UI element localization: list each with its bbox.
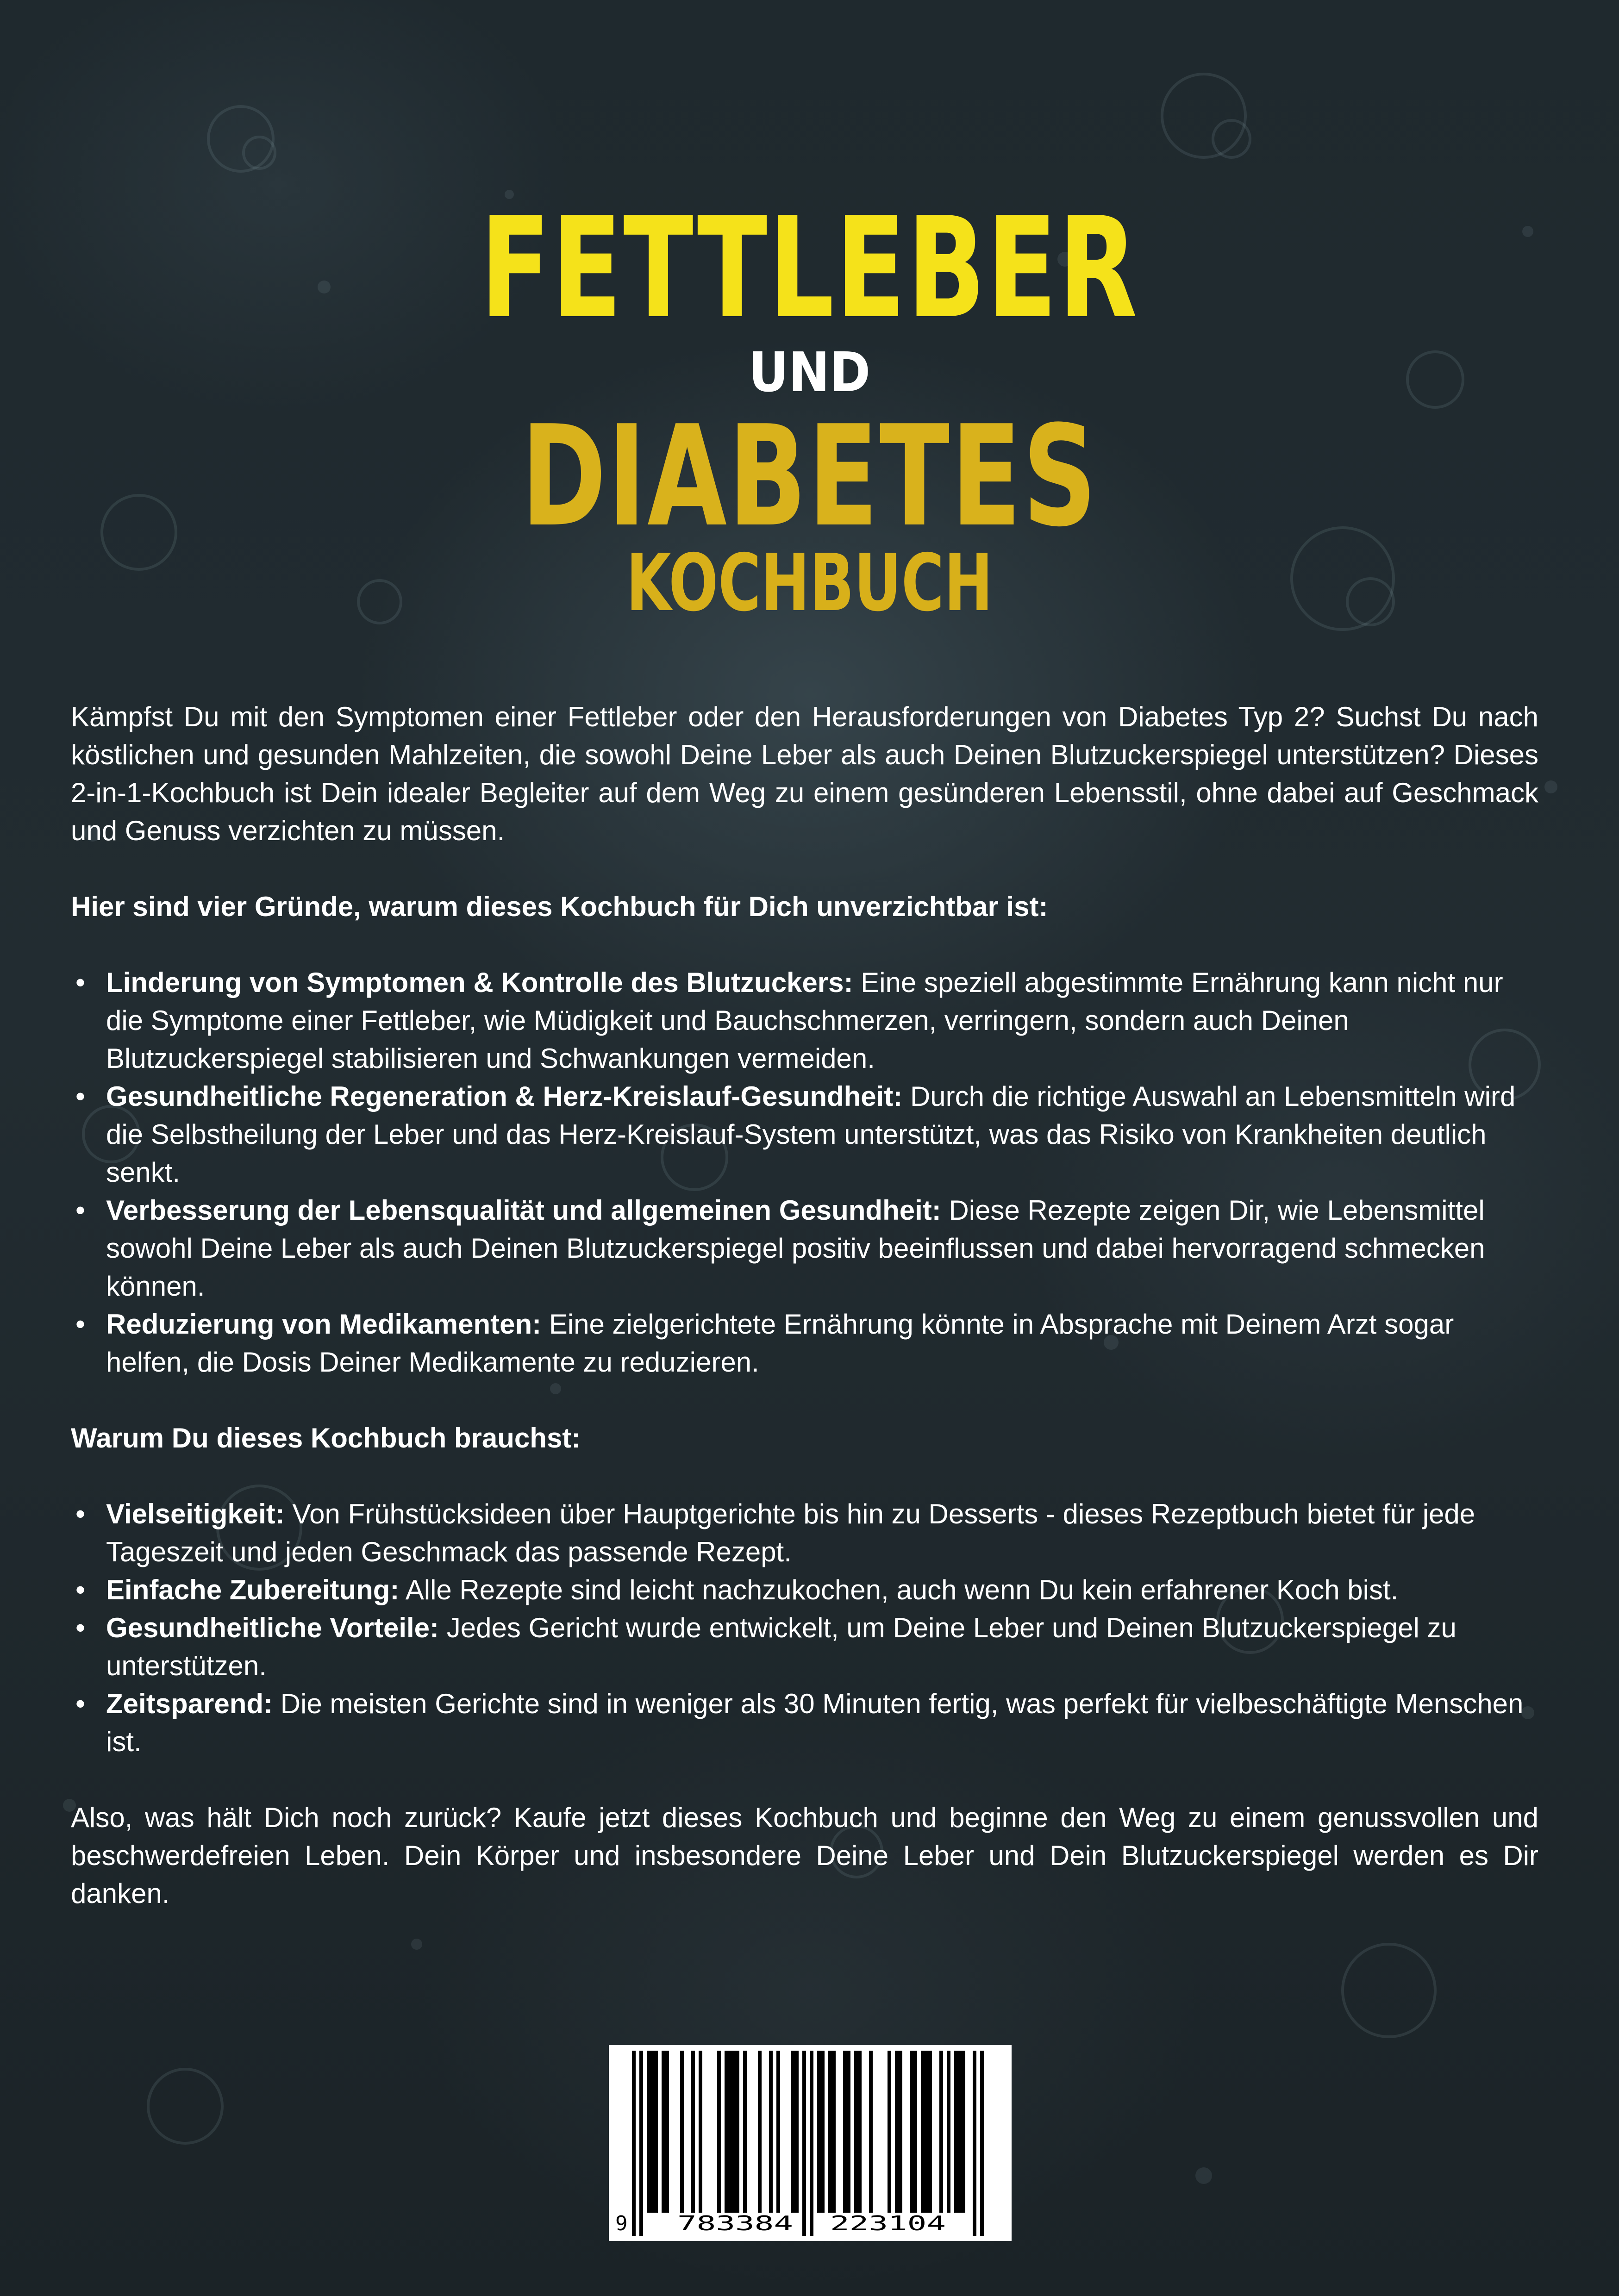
barcode-bar bbox=[680, 2051, 684, 2213]
bullet-icon: • bbox=[75, 1574, 86, 1605]
barcode-bar bbox=[769, 2051, 773, 2213]
isbn-barcode bbox=[609, 2045, 1012, 2241]
list-item-lead: Vielseitigkeit: bbox=[106, 1498, 285, 1529]
barcode-bar bbox=[954, 2051, 958, 2213]
list-item-lead: Reduzierung von Medikamenten: bbox=[106, 1309, 542, 1340]
barcode-bar bbox=[858, 2051, 862, 2213]
barcode-bar bbox=[662, 2051, 665, 2213]
barcode-bar bbox=[899, 2051, 902, 2213]
list-item-text: Diese Rezepte zeigen Dir, wie Lebensmittel sowohl Deine Leber als auch Deinen Blutzuckerspiegel positiv beeinflussen und dabei hervorragend schmecken können. bbox=[106, 1195, 1485, 1302]
bullet-icon: • bbox=[75, 1081, 86, 1112]
bullet-icon: • bbox=[75, 967, 86, 998]
barcode-bar bbox=[854, 2051, 858, 2213]
barcode-bar bbox=[913, 2051, 917, 2213]
list-item bbox=[71, 1495, 1538, 1571]
list-item-text: Die meisten Gerichte sind in weniger als 30 Minuten fertig, was perfekt für vielbeschäftigte Menschen ist. bbox=[106, 1688, 1524, 1757]
barcode-bar bbox=[736, 2051, 739, 2213]
list-item-text: Eine speziell abgestimmte Ernährung kann nicht nur die Symptome einer Fettleber, wie Müdigkeit und Bauchschmerzen, verringern, sondern auch Deinen Blutzuckerspiegel stabilisieren und Schwankungen vermeiden. bbox=[106, 967, 1503, 1074]
list-item-text: Jedes Gericht wurde entwickelt, um Deine Leber und Deinen Blutzuckerspiegel zu unterstützen. bbox=[106, 1612, 1456, 1681]
title-und: UND bbox=[748, 340, 871, 404]
list-item-lead: Gesundheitliche Regeneration & Herz-Kreislauf-Gesundheit: bbox=[106, 1081, 903, 1112]
intro-paragraph: Kämpfst Du mit den Symptomen einer Fettleber oder den Herausforderungen von Diabetes Typ 2? Suchst Du nach köstlichen und gesunden Mahlzeiten, die sowohl Deine Leber als auch Deinen Blutzuckerspiegel unterstützen? Dieses 2-in-1-Kochbuch ist Dein idealer Begleiter auf dem Weg zu einem gesünderen Lebensstil, ohne dabei auf Geschmack und Genuss verzichten zu müssen. bbox=[71, 701, 1538, 846]
list-item bbox=[71, 964, 1538, 1078]
section2-heading: Warum Du dieses Kochbuch brauchst: bbox=[71, 1423, 581, 1454]
barcode-bar bbox=[847, 2051, 850, 2213]
barcode-bar bbox=[791, 2051, 795, 2213]
barcode-bar bbox=[776, 2051, 780, 2213]
barcode-bar bbox=[632, 2051, 636, 2236]
list-item-text: Alle Rezepte sind leicht nachzukochen, auch wenn Du kein erfahrener Koch bist. bbox=[399, 1574, 1399, 1605]
section2-list bbox=[71, 1495, 1538, 1761]
barcode-bar bbox=[947, 2051, 950, 2213]
barcode-bar bbox=[980, 2051, 984, 2236]
barcode-bar bbox=[802, 2051, 806, 2236]
barcode-bar bbox=[639, 2051, 643, 2236]
title-diabetes: DIABETES bbox=[521, 396, 1098, 557]
barcode-graphic bbox=[609, 2045, 1012, 2241]
bullet-icon: • bbox=[75, 1498, 86, 1529]
barcode-bar bbox=[665, 2051, 669, 2213]
bullet-icon: • bbox=[75, 1688, 86, 1719]
barcode-bar bbox=[843, 2051, 847, 2213]
barcode-bar bbox=[821, 2051, 825, 2213]
barcode-digit-lead: 9 bbox=[615, 2212, 628, 2235]
bullet-icon: • bbox=[75, 1309, 86, 1340]
list-item bbox=[71, 1192, 1538, 1305]
bullet-icon: • bbox=[75, 1195, 86, 1226]
barcode-bar bbox=[925, 2051, 928, 2213]
list-item bbox=[71, 1305, 1538, 1381]
section1-heading: Hier sind vier Gründe, warum dieses Kochbuch für Dich unverzichtbar ist: bbox=[71, 891, 1048, 922]
barcode-bar bbox=[817, 2051, 821, 2213]
title-kochbuch: KOCHBUCH bbox=[626, 537, 993, 629]
barcode-bar bbox=[728, 2051, 732, 2213]
barcode-bar bbox=[832, 2051, 836, 2213]
barcode-bar bbox=[732, 2051, 736, 2213]
list-item-lead: Gesundheitliche Vorteile: bbox=[106, 1612, 439, 1643]
barcode-bar bbox=[828, 2051, 832, 2213]
barcode-bar bbox=[650, 2051, 654, 2213]
barcode-bar bbox=[810, 2051, 813, 2236]
barcode-digits-left: 783384 bbox=[677, 2212, 793, 2235]
list-item-lead: Linderung von Symptomen & Kontrolle des Blutzuckers: bbox=[106, 967, 853, 998]
list-item-lead: Verbesserung der Lebensqualität und allgemeinen Gesundheit: bbox=[106, 1195, 941, 1226]
barcode-bar bbox=[939, 2051, 943, 2213]
list-item-text: Eine zielgerichtete Ernährung könnte in Absprache mit Deinem Arzt sogar helfen, die Dosis Deiner Medikamente zu reduzieren. bbox=[106, 1309, 1454, 1378]
barcode-bar bbox=[962, 2051, 965, 2213]
barcode-bar bbox=[743, 2051, 747, 2213]
list-item bbox=[71, 1685, 1538, 1761]
list-item-text: Von Frühstücksideen über Hauptgerichte bis hin zu Desserts - dieses Rezeptbuch bietet für jede Tageszeit und jeden Geschmack das passende Rezept. bbox=[106, 1498, 1475, 1567]
barcode-bar bbox=[647, 2051, 650, 2213]
barcode-bar bbox=[888, 2051, 891, 2213]
barcode-bars bbox=[632, 2051, 984, 2236]
blurb-text bbox=[71, 698, 1538, 1951]
barcode-bar bbox=[691, 2051, 695, 2213]
section1-list bbox=[71, 964, 1538, 1381]
barcode-bar bbox=[795, 2051, 799, 2213]
barcode-bar bbox=[928, 2051, 932, 2213]
list-item-lead: Einfache Zubereitung: bbox=[106, 1574, 400, 1605]
barcode-bar bbox=[758, 2051, 762, 2213]
barcode-bar bbox=[869, 2051, 873, 2213]
list-item bbox=[71, 1571, 1538, 1609]
barcode-bar bbox=[699, 2051, 702, 2213]
barcode-bar bbox=[921, 2051, 925, 2213]
list-item bbox=[71, 1078, 1538, 1192]
barcode-bar bbox=[973, 2051, 976, 2236]
barcode-bar bbox=[895, 2051, 899, 2213]
title-fettleber: FETTLEBER bbox=[480, 187, 1139, 349]
barcode-bar bbox=[654, 2051, 658, 2213]
barcode-bar bbox=[725, 2051, 728, 2213]
barcode-bar bbox=[717, 2051, 721, 2213]
closing-paragraph: Also, was hält Dich noch zurück? Kaufe jetzt dieses Kochbuch und beginne den Weg zu einem genussvollen und beschwerdefreien Leben. Dein Körper und insbesondere Deine Leber und Dein Blutzuckerspiegel werden es Dir danken. bbox=[71, 1802, 1538, 1909]
list-item-lead: Zeitsparend: bbox=[106, 1688, 273, 1719]
list-item-text: Durch die richtige Auswahl an Lebensmitteln wird die Selbstheilung der Leber und das Herz-Kreislauf-System unterstützt, was das Risiko von Krankheiten deutlich senkt. bbox=[106, 1081, 1516, 1188]
barcode-digits-right: 223104 bbox=[830, 2212, 946, 2235]
barcode-bar bbox=[910, 2051, 913, 2213]
list-item bbox=[71, 1609, 1538, 1685]
barcode-bar bbox=[958, 2051, 962, 2213]
bullet-icon: • bbox=[75, 1612, 86, 1643]
